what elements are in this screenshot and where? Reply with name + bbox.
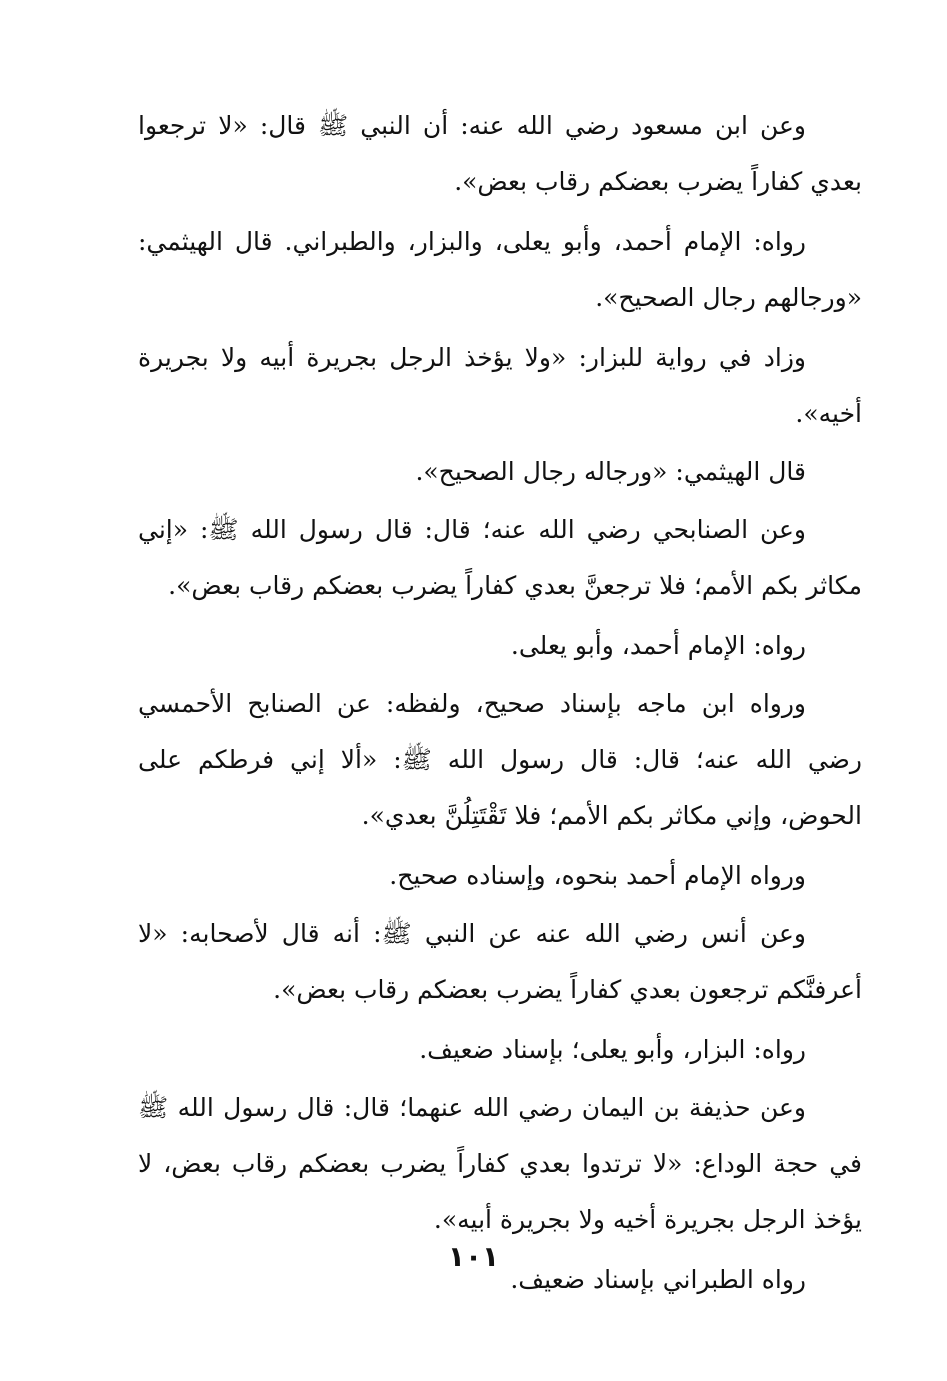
- page-text: [138, 98, 862, 1310]
- paragraph-ahmad-similar: ورواه الإمام أحمد بنحوه، وإسناده صحيح.: [389, 861, 806, 890]
- paragraph-hudhayfa: وعن حذيفة بن اليمان رضي الله عنهما؛ قال: قال رسول الله ﷺ في حجة الوداع: «لا ترتدوا بعدي كفاراً يضرب بعضكم رقاب بعض، لا يؤخذ الرجل بجريرة أخيه ولا بجريرة أبيه».: [138, 1093, 862, 1234]
- paragraph-ibn-masud: وعن ابن مسعود رضي الله عنه: أن النبي ﷺ قال: «لا ترجعوا بعدي كفاراً يضرب بعضكم رقاب بعض».: [138, 111, 862, 196]
- paragraph-sunabihi: وعن الصنابحي رضي الله عنه؛ قال: قال رسول الله ﷺ: «إني مكاثر بكم الأمم؛ فلا ترجعنَّ بعدي كفاراً يضرب بعضكم رقاب بعض».: [138, 515, 862, 600]
- paragraph-narration-ahmad: رواه: الإمام أحمد، وأبو يعلى، والبزار، والطبراني. قال الهيثمي: «ورجالهم رجال الصحيح».: [138, 227, 862, 312]
- paragraph-bazzar-addition: وزاد في رواية للبزار: «ولا يؤخذ الرجل بجريرة أبيه ولا بجريرة أخيه».: [138, 343, 862, 428]
- paragraph-anas: وعن أنس رضي الله عنه عن النبي ﷺ: أنه قال لأصحابه: «لا أعرفنَّكم ترجعون بعدي كفاراً يضرب بعضكم رقاب بعض».: [138, 919, 862, 1004]
- page-number: ١٠١: [447, 1240, 500, 1273]
- paragraph-haythami-note: قال الهيثمي: «ورجاله رجال الصحيح».: [415, 457, 806, 486]
- paragraph-narration-bazzar: رواه: البزار، وأبو يعلى؛ بإسناد ضعيف.: [419, 1035, 806, 1064]
- paragraph-narration-tabarani: رواه الطبراني بإسناد ضعيف.: [510, 1265, 806, 1294]
- paragraph-ibn-majah: ورواه ابن ماجه بإسناد صحيح، ولفظه: عن الصنابح الأحمسي رضي الله عنه؛ قال: قال رسول الله ﷺ: «ألا إني فرطكم على الحوض، وإني مكاثر بكم الأمم؛ فلا تَقْتَتِلُنَّ بعدي».: [138, 689, 862, 830]
- paragraph-narration-ahmad-abu-yala: رواه: الإمام أحمد، وأبو يعلى.: [510, 631, 806, 660]
